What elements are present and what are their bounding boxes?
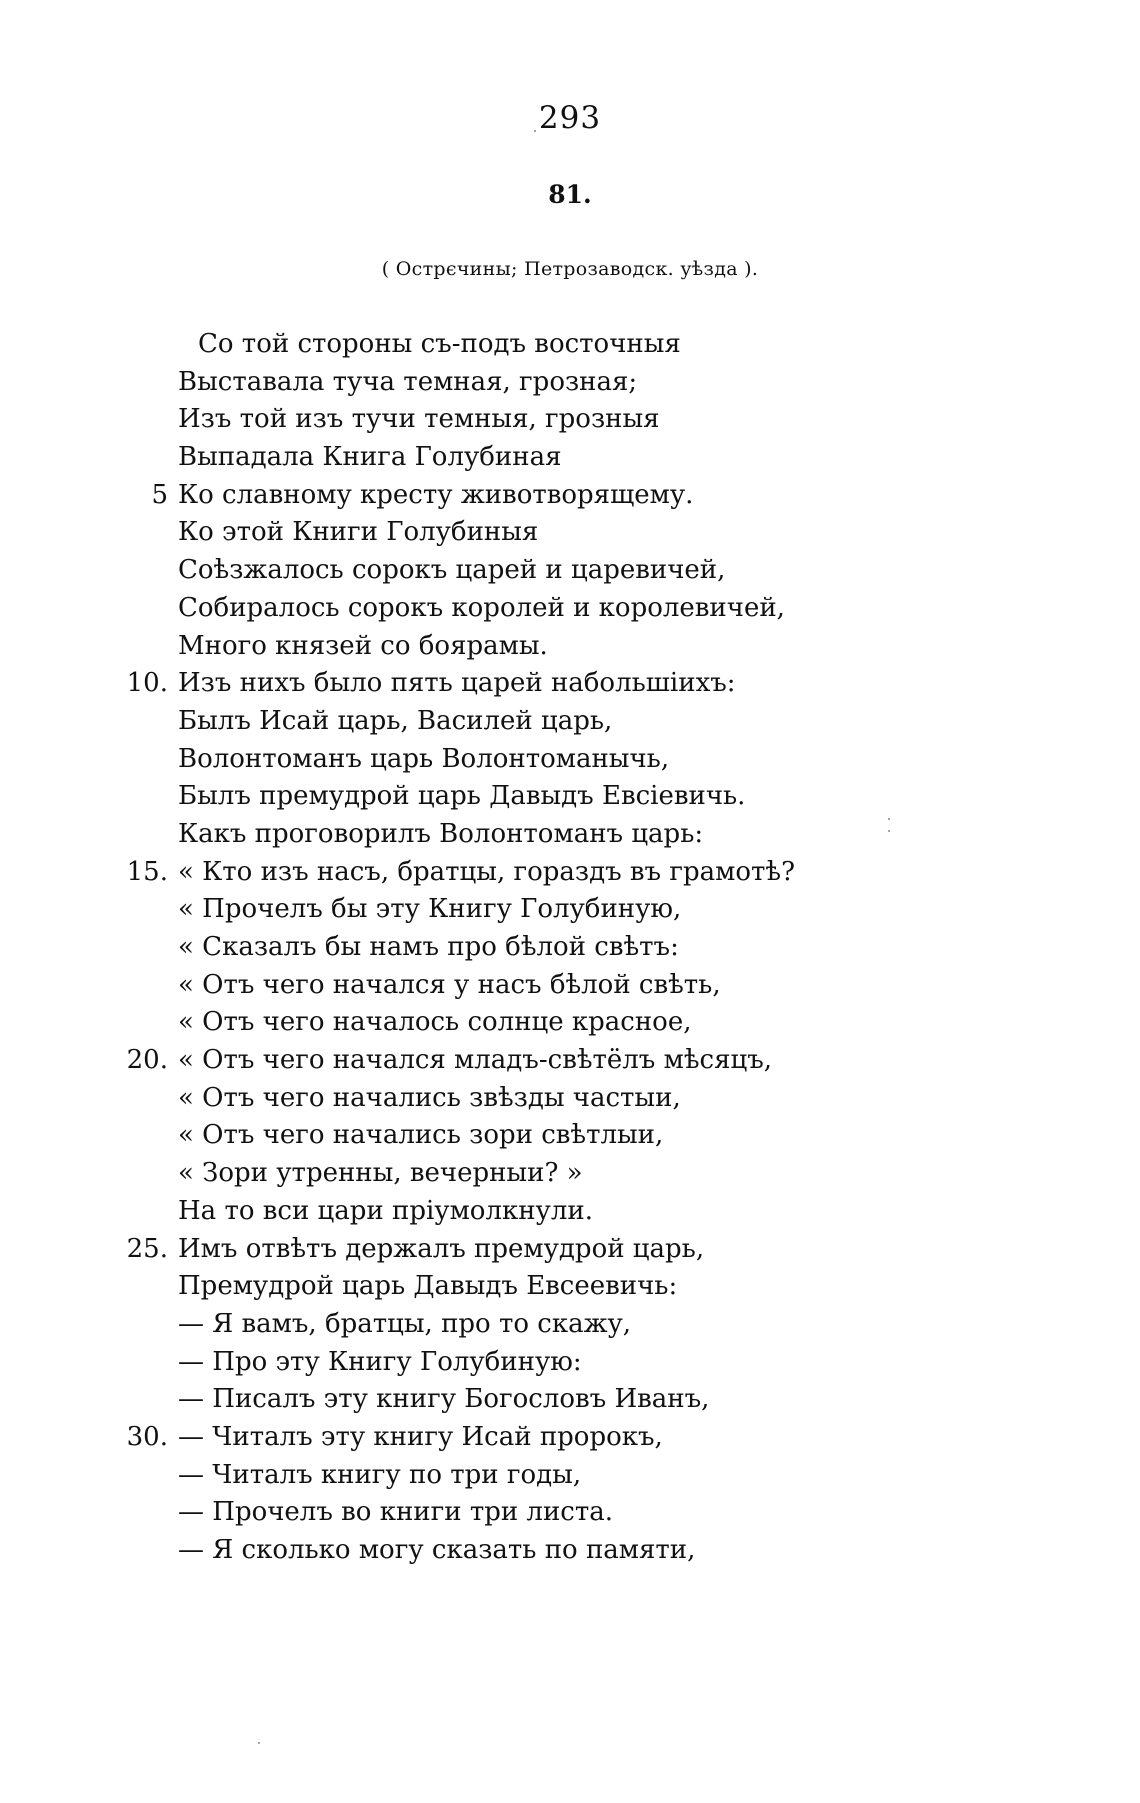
line-text: « Кто изъ насъ, братцы, гораздъ въ грамотѣ? (178, 856, 796, 887)
line-text: Имъ отвѣтъ держалъ премудрой царь, (178, 1233, 705, 1264)
line-text: « Отъ чего начались звѣзды частыи, (178, 1082, 681, 1113)
line-number: 5 (151, 479, 168, 510)
line-text: Много князей со боярамы. (178, 630, 548, 661)
poem-line (118, 778, 1118, 816)
poem-line (118, 1080, 1118, 1118)
line-text: « Сказалъ бы намъ про бѣлой свѣтъ: (178, 932, 679, 962)
poem-line (118, 364, 1118, 402)
line-text: На то вси цари пріумолкнули. (178, 1195, 593, 1226)
line-text: — Читалъ книгу по три годы, (178, 1459, 582, 1490)
line-text: Соѣзжалось сорокъ царей и царевичей, (178, 555, 726, 586)
line-text: Ко этой Книги Голубиныя (178, 517, 539, 548)
line-text: Выпадала Книга Голубиная (178, 442, 562, 473)
scan-speck (888, 818, 890, 820)
poem-line (118, 1494, 1118, 1532)
source-note: ( Острєчины; Петрозаводск. уѣзда ). (381, 258, 759, 280)
poem-line (118, 628, 1118, 666)
poem-line (118, 967, 1118, 1005)
poem-line (118, 929, 1118, 967)
scan-speck (258, 1742, 260, 1744)
poem-line (118, 1457, 1118, 1495)
poem-line (118, 1381, 1118, 1419)
poem-line (118, 1344, 1118, 1382)
line-text: Выставала туча темная, грозная; (178, 366, 638, 397)
poem-line (118, 854, 1118, 892)
poem-line (118, 401, 1118, 439)
poem-line (118, 1193, 1118, 1231)
poem-line (118, 1042, 1118, 1080)
line-text: — Я вамъ, братцы, про то скажу, (178, 1308, 632, 1339)
poem-line (118, 741, 1118, 779)
line-text: — Прочелъ во книги три листа. (178, 1497, 613, 1528)
line-text: Какъ проговорилъ Волонтоманъ царь: (178, 818, 704, 849)
poem-line (118, 665, 1118, 703)
poem-line (118, 514, 1118, 552)
poem-line (118, 1231, 1118, 1269)
line-number: 25. (126, 1233, 168, 1264)
poem-line (118, 439, 1118, 477)
line-text: « Отъ чего началось солнце красное, (178, 1007, 692, 1038)
poem-line (118, 891, 1118, 929)
poem-line (118, 1532, 1118, 1570)
line-text: « Отъ чего начался у насъ бѣлой свѣть, (178, 969, 721, 1000)
poem-line (118, 1419, 1118, 1457)
line-text: « Отъ чего начались зори свѣтлыи, (178, 1120, 664, 1151)
line-number: 20. (126, 1045, 168, 1076)
poem-line (118, 816, 1118, 854)
line-text: Былъ Исай царь, Василей царь, (178, 705, 613, 736)
line-text: Изъ нихъ было пять царей набольшіихъ: (178, 668, 736, 699)
line-number: 10. (126, 668, 168, 699)
line-text: « Зори утренны, вечерныи? » (178, 1158, 583, 1189)
poem-line (118, 590, 1118, 628)
line-text: « Отъ чего начался младъ-свѣтёлъ мѣсяцъ, (178, 1045, 773, 1076)
poem-line (118, 1268, 1118, 1306)
page-number: 293 (538, 100, 602, 136)
line-text: Волонтомaнъ царь Волонтомaнычь, (178, 743, 670, 774)
line-text: — Читалъ эту книгу Исай пророкъ, (178, 1421, 663, 1452)
line-number: 30. (126, 1421, 168, 1452)
poem-line (118, 326, 1118, 364)
poem-line (118, 1117, 1118, 1155)
line-text: Изъ той изъ тучи темныя, грозныя (178, 404, 660, 435)
poem-line (118, 1155, 1118, 1193)
poem (118, 326, 1118, 1570)
line-text: — Я сколько могу сказать по памяти, (178, 1535, 696, 1565)
poem-line (118, 1306, 1118, 1344)
line-text: — Писалъ эту книгу Богословъ Иванъ, (178, 1384, 710, 1415)
line-text: « Прочелъ бы эту Книгу Голубиную, (178, 894, 682, 925)
poem-line (118, 477, 1118, 515)
poem-line (118, 703, 1118, 741)
poem-number: 81. (548, 180, 592, 209)
scan-speck (534, 130, 536, 132)
scan-speck (888, 830, 890, 832)
line-text: Ко славному кресту животворящему. (178, 479, 694, 510)
line-number: 15. (126, 856, 168, 887)
poem-line (118, 552, 1118, 590)
poem-line (118, 1004, 1118, 1042)
line-text: Собиралось сорокъ королей и королевичей, (178, 592, 785, 623)
line-text: Былъ премудрой царь Давыдъ Евсіевичь. (178, 781, 746, 812)
line-text: Премудрой царь Давыдъ Евсеевичь: (178, 1271, 678, 1302)
line-text: — Про эту Книгу Голубиную: (178, 1346, 582, 1377)
line-text: Со той стороны съ-подъ восточныя (198, 329, 681, 359)
